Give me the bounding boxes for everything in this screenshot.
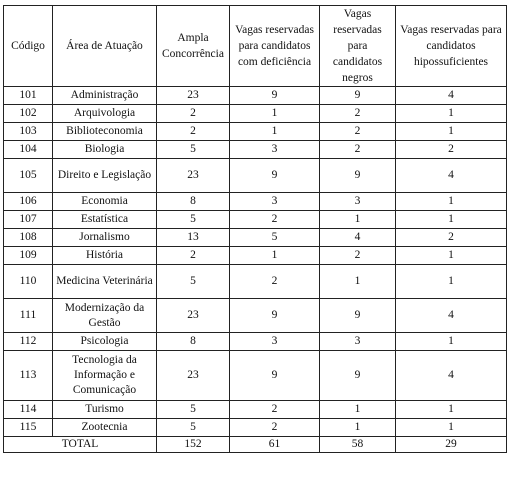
cell-negros: 9	[320, 299, 396, 333]
cell-hipossuficientes: 4	[396, 159, 507, 193]
cell-deficiencia: 9	[230, 87, 320, 105]
cell-hipossuficientes: 4	[396, 87, 507, 105]
cell-ampla: 5	[157, 265, 230, 299]
table-row	[4, 211, 507, 229]
total-hipossuficientes: 29	[396, 437, 507, 453]
cell-ampla: 2	[157, 123, 230, 141]
cell-deficiencia: 1	[230, 123, 320, 141]
cell-negros: 2	[320, 123, 396, 141]
cell-deficiencia: 3	[230, 141, 320, 159]
cell-negros: 9	[320, 351, 396, 401]
table-header-row	[4, 6, 507, 87]
cell-negros: 2	[320, 105, 396, 123]
cell-ampla: 2	[157, 105, 230, 123]
header-area: Área de Atuação	[53, 6, 157, 87]
cell-area: Biologia	[53, 141, 157, 159]
cell-codigo: 105	[4, 159, 53, 193]
cell-deficiencia: 1	[230, 105, 320, 123]
cell-negros: 3	[320, 333, 396, 351]
cell-negros: 2	[320, 141, 396, 159]
cell-area: Psicologia	[53, 333, 157, 351]
cell-deficiencia: 2	[230, 419, 320, 437]
table-row	[4, 333, 507, 351]
cell-codigo: 109	[4, 247, 53, 265]
header-ampla: Ampla Concorrência	[157, 6, 230, 87]
cell-codigo: 107	[4, 211, 53, 229]
cell-hipossuficientes: 1	[396, 193, 507, 211]
vagas-table	[3, 5, 507, 453]
total-ampla: 152	[157, 437, 230, 453]
cell-deficiencia: 2	[230, 265, 320, 299]
cell-area: Zootecnia	[53, 419, 157, 437]
cell-ampla: 5	[157, 211, 230, 229]
cell-ampla: 5	[157, 419, 230, 437]
cell-area: Medicina Veterinária	[53, 265, 157, 299]
cell-deficiencia: 9	[230, 159, 320, 193]
cell-area: Estatística	[53, 211, 157, 229]
cell-deficiencia: 3	[230, 193, 320, 211]
cell-ampla: 13	[157, 229, 230, 247]
cell-hipossuficientes: 1	[396, 333, 507, 351]
cell-codigo: 102	[4, 105, 53, 123]
total-deficiencia: 61	[230, 437, 320, 453]
cell-hipossuficientes: 1	[396, 123, 507, 141]
cell-codigo: 115	[4, 419, 53, 437]
table-row	[4, 229, 507, 247]
cell-negros: 9	[320, 159, 396, 193]
cell-hipossuficientes: 1	[396, 265, 507, 299]
cell-codigo: 104	[4, 141, 53, 159]
cell-negros: 1	[320, 401, 396, 419]
cell-area: Economia	[53, 193, 157, 211]
table-row	[4, 351, 507, 401]
table-row	[4, 193, 507, 211]
cell-deficiencia: 2	[230, 401, 320, 419]
table-row	[4, 87, 507, 105]
table-row	[4, 123, 507, 141]
cell-area: Tecnologia da Informação e Comunicação	[53, 351, 157, 401]
cell-codigo: 113	[4, 351, 53, 401]
cell-hipossuficientes: 4	[396, 299, 507, 333]
table-row	[4, 419, 507, 437]
cell-codigo: 112	[4, 333, 53, 351]
cell-hipossuficientes: 2	[396, 141, 507, 159]
cell-area: Modernização da Gestão	[53, 299, 157, 333]
table-row	[4, 401, 507, 419]
cell-codigo: 110	[4, 265, 53, 299]
cell-ampla: 5	[157, 401, 230, 419]
table-row	[4, 105, 507, 123]
cell-negros: 1	[320, 265, 396, 299]
cell-hipossuficientes: 1	[396, 419, 507, 437]
total-row	[4, 437, 507, 453]
cell-ampla: 2	[157, 247, 230, 265]
cell-deficiencia: 2	[230, 211, 320, 229]
cell-area: Biblioteconomia	[53, 123, 157, 141]
header-hipossuficientes: Vagas reservadas para candidatos hipossuficientes	[396, 6, 507, 87]
cell-negros: 3	[320, 193, 396, 211]
cell-codigo: 103	[4, 123, 53, 141]
cell-hipossuficientes: 1	[396, 105, 507, 123]
cell-negros: 1	[320, 419, 396, 437]
cell-ampla: 8	[157, 333, 230, 351]
table-row	[4, 265, 507, 299]
cell-codigo: 114	[4, 401, 53, 419]
header-codigo: Código	[4, 6, 53, 87]
cell-area: Direito e Legislação	[53, 159, 157, 193]
cell-area: História	[53, 247, 157, 265]
total-negros: 58	[320, 437, 396, 453]
cell-ampla: 23	[157, 299, 230, 333]
cell-deficiencia: 5	[230, 229, 320, 247]
cell-deficiencia: 9	[230, 299, 320, 333]
table-row	[4, 159, 507, 193]
cell-area: Jornalismo	[53, 229, 157, 247]
table-row	[4, 247, 507, 265]
cell-codigo: 106	[4, 193, 53, 211]
cell-negros: 1	[320, 211, 396, 229]
cell-ampla: 5	[157, 141, 230, 159]
cell-hipossuficientes: 4	[396, 351, 507, 401]
cell-negros: 4	[320, 229, 396, 247]
total-label: TOTAL	[4, 437, 157, 453]
table-row	[4, 141, 507, 159]
cell-deficiencia: 9	[230, 351, 320, 401]
header-negros: Vagas reservadas para candidatos negros	[320, 6, 396, 87]
cell-hipossuficientes: 1	[396, 247, 507, 265]
cell-negros: 2	[320, 247, 396, 265]
cell-deficiencia: 3	[230, 333, 320, 351]
cell-area: Turismo	[53, 401, 157, 419]
cell-codigo: 108	[4, 229, 53, 247]
cell-negros: 9	[320, 87, 396, 105]
cell-ampla: 23	[157, 159, 230, 193]
cell-ampla: 23	[157, 87, 230, 105]
cell-ampla: 23	[157, 351, 230, 401]
table-row	[4, 299, 507, 333]
cell-hipossuficientes: 1	[396, 211, 507, 229]
cell-hipossuficientes: 1	[396, 401, 507, 419]
cell-codigo: 101	[4, 87, 53, 105]
cell-hipossuficientes: 2	[396, 229, 507, 247]
cell-area: Administração	[53, 87, 157, 105]
cell-deficiencia: 1	[230, 247, 320, 265]
header-deficiencia: Vagas reservadas para candidatos com deficiência	[230, 6, 320, 87]
cell-area: Arquivologia	[53, 105, 157, 123]
cell-codigo: 111	[4, 299, 53, 333]
cell-ampla: 8	[157, 193, 230, 211]
